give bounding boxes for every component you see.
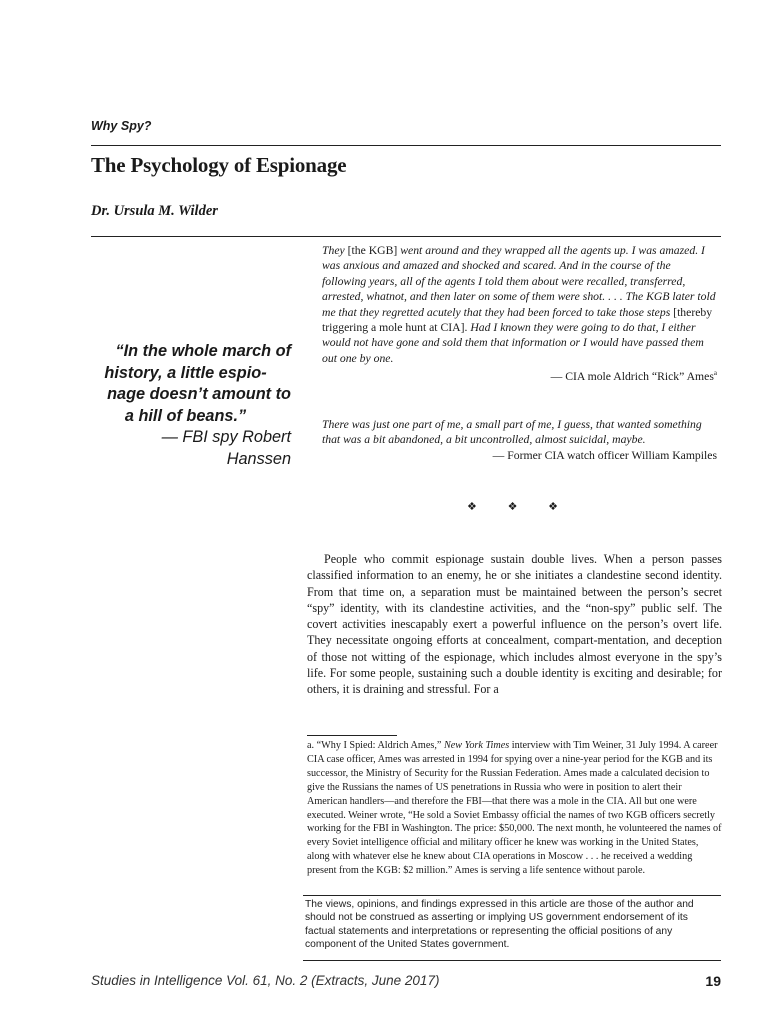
- pull-quote-line: nage doesn’t amount to: [107, 385, 291, 403]
- body-paragraph: People who commit espionage sustain double lives. When a person passes classified information to an enemy, he or she initiates a clandestine second identity. From that time on, a separation must be maintained between the person’s secret “spy” identity, with its clandestine activities, and the “non-spy” public self. The covert activities inescapably exert a powerful influence on the person’s overt life. They necessitate ongoing efforts at concealment, compart-mentation, and deception of those not witting of the espionage, which includes almost everyone in the spy’s life. For some people, sustaining such a double identity is exciting and desirable; for others, it is draining and stressful. For a: [307, 552, 722, 697]
- pull-quote: [80, 341, 291, 470]
- epigraph-text: There was just one part of me, a small part of me, I guess, that wanted something that was a bit abandoned, a bit uncontrolled, almost suicidal, maybe.: [322, 418, 702, 447]
- article-title: The Psychology of Espionage: [91, 153, 347, 177]
- epigraph-attribution: — Former CIA watch officer William Kampiles: [492, 448, 717, 462]
- epigraph-ames: [322, 243, 717, 385]
- title-top-divider: [91, 145, 721, 146]
- author-name: Dr. Ursula M. Wilder: [91, 203, 218, 219]
- footnote: a. “Why I Spied: Aldrich Ames,” New York Times interview with Tim Weiner, 31 July 1994. A career CIA case officer, Ames was arrested in 1994 for spying over a nine-year period for the KGB and its successor, the Ministry of Security for the Russian Federation. Ames made a calculated decision to give the Russians the names of US penetrations in Russia who were in position to alert their American handlers—and therefore the FBI—that there was a mole in the CIA. All but one were executed. Weiner wrote, “He sold a Soviet Embassy official the names of two KGB officers secretly working for the FBI in Washington. The price: $50,000. The next month, he volunteered the names of every Soviet intelligence official and military officer he knew was working in the United States, along with whatever else he knew about CIA operations in Moscow . . . he received a wedding present from the KGB: $2 million.” Ames is serving a life sentence without parole.: [307, 740, 722, 877]
- footnote-divider: [307, 735, 397, 736]
- disclaimer-bottom-divider: [303, 960, 721, 961]
- disclaimer: The views, opinions, and findings expressed in this article are those of the author and should not be construed as asserting or implying US government endorsement of its factual statements and interpretations or representing the official positions of any component of the United States government.: [305, 899, 694, 951]
- journal-citation: Studies in Intelligence Vol. 61, No. 2 (Extracts, June 2017): [91, 973, 440, 988]
- footnote-marker: a: [713, 369, 717, 378]
- epigraph-kampiles: [322, 417, 717, 463]
- section-separator: ❖ ❖ ❖: [466, 501, 573, 513]
- disclaimer-top-divider: [303, 895, 721, 896]
- pull-quote-attribution: — FBI spy Robert: [161, 428, 291, 446]
- author-divider: [91, 236, 721, 237]
- epigraph-text: They [the KGB] went around and they wrapped all the agents up. I was amazed. I was anxious and amazed and shocked and scared. And in the course of the following years, all of the agents I told them about were recalled, transferred, arrested, whatnot, and then later on some of them were shot. . . . The KGB later told me that they regretted acutely that they had been forced to take those steps [thereby triggering a mole hunt at CIA]. Had I known they were going to do that, I either would not have gone and sold them that information or I would have passed them out one by one.: [322, 244, 716, 365]
- body-text: [307, 551, 722, 698]
- pull-quote-attribution: Hanssen: [226, 449, 291, 468]
- page-number: 19: [705, 973, 721, 989]
- epigraph-attribution: — CIA mole Aldrich “Rick” Ames$^a$: [550, 369, 717, 384]
- pull-quote-line: a hill of beans.”: [124, 406, 247, 425]
- section-label: Why Spy?: [91, 119, 152, 133]
- pull-quote-line: “In the whole march of: [115, 342, 291, 360]
- pull-quote-line: history, a little espio-: [104, 363, 267, 382]
